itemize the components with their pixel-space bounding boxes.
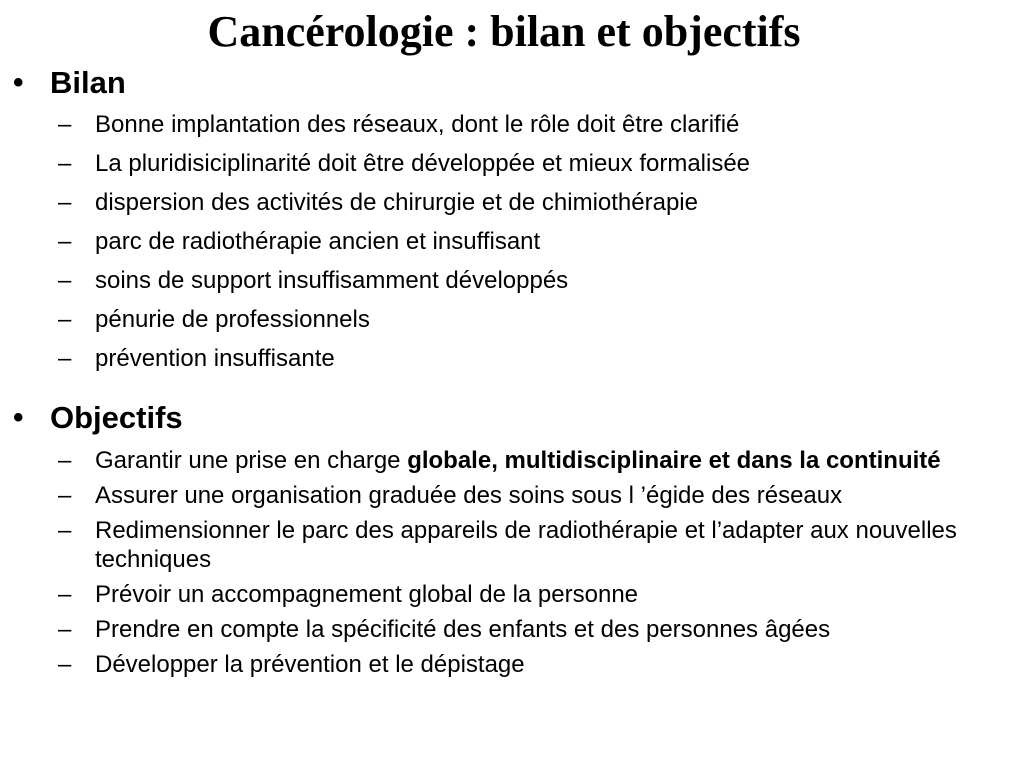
bullet-icon: • xyxy=(13,401,24,434)
dash-icon: – xyxy=(58,345,72,372)
dash-icon: – xyxy=(58,306,72,333)
list-item-text: Redimensionner le parc des appareils de radiothérapie et l’adapter aux nouvelles techniques xyxy=(95,517,957,573)
dash-icon: – xyxy=(58,651,72,678)
list-item-text: Assurer une organisation graduée des soins sous l ’égide des réseaux xyxy=(95,482,843,509)
dash-icon: – xyxy=(58,111,72,138)
bullet-icon: • xyxy=(13,66,24,99)
list-item xyxy=(0,481,1024,510)
section-bilan xyxy=(0,63,1024,383)
section-heading-bilan xyxy=(0,63,1024,103)
list-item-text: dispersion des activités de chirurgie et de chimiothérapie xyxy=(95,189,698,216)
section-objectifs xyxy=(0,398,1024,685)
list-item-text: Développer la prévention et le dépistage xyxy=(95,651,525,678)
list-item-text-prefix: Garantir une prise en charge xyxy=(95,447,408,474)
objectifs-list xyxy=(0,446,1024,679)
list-item xyxy=(0,227,1024,256)
list-item-text-bold: globale, multidisciplinaire et dans la continuité xyxy=(407,447,941,474)
heading-text: Bilan xyxy=(50,65,126,100)
slide-title: Cancérologie : bilan et objectifs xyxy=(207,7,801,56)
list-item xyxy=(0,110,1024,139)
dash-icon: – xyxy=(58,267,72,294)
list-item xyxy=(0,188,1024,217)
dash-icon: – xyxy=(58,189,72,216)
dash-icon: – xyxy=(58,517,72,544)
dash-icon: – xyxy=(58,581,72,608)
dash-icon: – xyxy=(58,447,72,474)
dash-icon: – xyxy=(58,616,72,643)
list-item xyxy=(0,580,1024,609)
list-item xyxy=(0,149,1024,178)
dash-icon: – xyxy=(58,228,72,255)
section-heading-objectifs xyxy=(0,398,1024,438)
list-item-text: La pluridisiciplinarité doit être développée et mieux formalisée xyxy=(95,150,751,177)
list-item xyxy=(0,516,1024,574)
list-item-text: soins de support insuffisamment développés xyxy=(95,267,569,294)
list-item xyxy=(0,650,1024,679)
list-item-text xyxy=(95,446,1015,475)
bilan-list xyxy=(0,110,1024,373)
list-item-text: Prévoir un accompagnement global de la personne xyxy=(95,581,639,608)
list-item xyxy=(0,344,1024,373)
list-item xyxy=(0,615,1024,644)
list-item xyxy=(0,446,1024,475)
list-item-text: Prendre en compte la spécificité des enfants et des personnes âgées xyxy=(95,616,831,643)
list-item-text: Bonne implantation des réseaux, dont le rôle doit être clarifié xyxy=(95,111,740,138)
list-item-text: parc de radiothérapie ancien et insuffisant xyxy=(95,228,541,255)
list-item-text: prévention insuffisante xyxy=(95,345,335,372)
heading-text: Objectifs xyxy=(50,400,183,435)
list-item-text: pénurie de professionnels xyxy=(95,306,370,333)
list-item xyxy=(0,305,1024,334)
list-item xyxy=(0,266,1024,295)
dash-icon: – xyxy=(58,150,72,177)
dash-icon: – xyxy=(58,482,72,509)
